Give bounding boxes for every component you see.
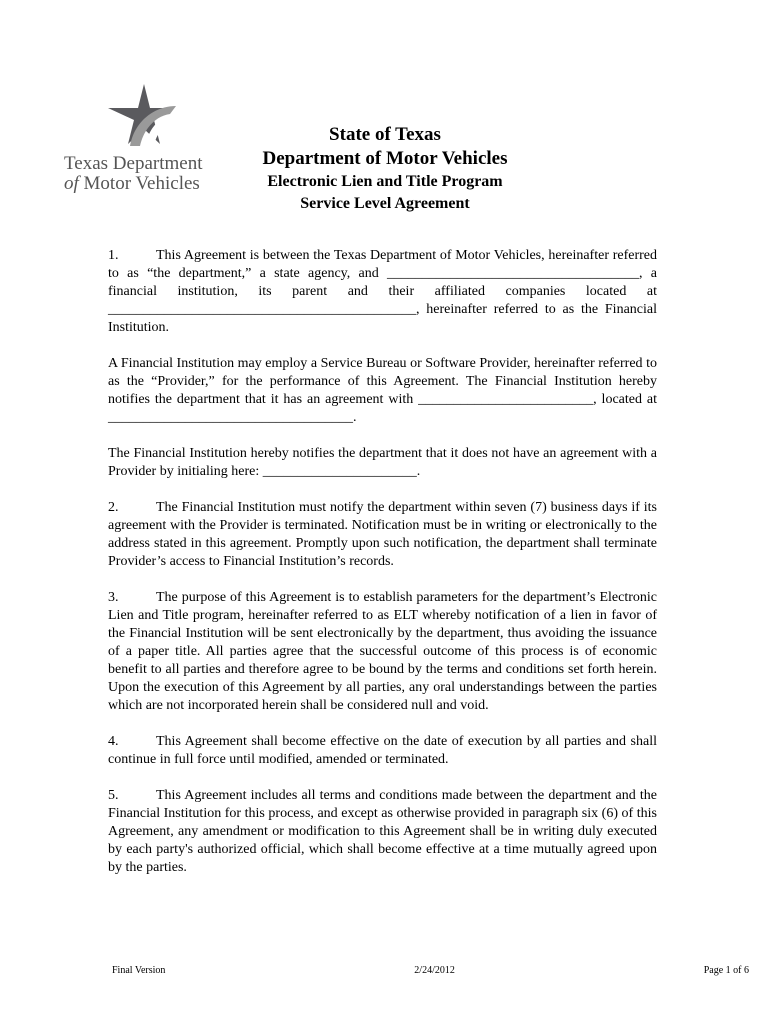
paragraph-2: [108, 499, 657, 571]
footer-page-number: Page 1 of 6: [703, 965, 749, 976]
title-line3: Electronic Lien and Title Program: [267, 173, 503, 190]
paragraph-number: 2.: [108, 500, 119, 515]
star-icon: [64, 84, 224, 154]
logo-wordmark: [64, 154, 224, 194]
paragraph-text: The Financial Institution must notify the department within seven (7) business days if its agreement with the Provider is terminated. Notification must be in writing or electronically to the address stated in this agreement. Promptly upon such notification, the department shall terminate Provider’s access to Financial Institution’s records.: [108, 500, 657, 569]
paragraph-number: 5.: [108, 788, 119, 803]
paragraph-text: The Financial Institution hereby notifies the department that it does not have an agreement with a Provider by initialing here: ______________________.: [108, 446, 657, 479]
txdmv-logo: [64, 84, 224, 199]
paragraph-text: This Agreement shall become effective on the date of execution by all parties and shall continue in full force until modified, amended or terminated.: [108, 734, 657, 767]
agreement-body: [108, 247, 657, 877]
title-line2: Department of Motor Vehicles: [262, 148, 508, 169]
paragraph-number: 1.: [108, 248, 119, 263]
paragraph-text: A Financial Institution may employ a Service Bureau or Software Provider, hereinafter referred to as the “Provider,” for the performance of this Agreement. The Financial Institution hereby notifies the department that it has an agreement with _________________________, located at ___________________________________.: [108, 356, 657, 425]
paragraph-number: 4.: [108, 734, 119, 749]
paragraph-text: The purpose of this Agreement is to establish parameters for the department’s Electronic Lien and Title program, hereinafter referred to as ELT whereby notification of a lien in favor of the Financial Institution will be sent electronically by the department, thus avoiding the issuance of a paper title. All parties agree that the successful outcome of this process is of economic benefit to all parties and therefore agree to be bound by the terms and conditions set forth herein. Upon the execution of this Agreement by all parties, any oral understandings between the parties which are not incorporated herein shall be considered null and void.: [108, 590, 657, 713]
paragraph-text: This Agreement includes all terms and conditions made between the department and the Financial Institution for this process, and except as otherwise provided in paragraph six (6) of this Agreement, any amendment or modification to this Agreement shall be in writing duly executed by each party's authorized official, which shall become effective at a time mutually agreed upon by the parties.: [108, 788, 657, 875]
paragraph-4: [108, 733, 657, 769]
logo-line1: Texas Department: [64, 153, 203, 174]
paragraph-5: [108, 787, 657, 877]
title-line1: State of Texas: [329, 124, 441, 145]
logo-line2-rest: Motor Vehicles: [78, 173, 200, 194]
document-title: [250, 123, 520, 215]
paragraph-text: This Agreement is between the Texas Department of Motor Vehicles, hereinafter referred to as “the department,” a state agency, and ____________________________________, a financial institution, its parent and their affiliated companies located at ____________________________________________, hereinafter referred to as the Financial Institution.: [108, 248, 657, 335]
paragraph-1: [108, 247, 657, 337]
paragraph-number: 3.: [108, 590, 119, 605]
footer-date: 2/24/2012: [414, 965, 455, 976]
page-footer: [112, 965, 749, 976]
title-line4: Service Level Agreement: [300, 195, 470, 212]
paragraph-3: [108, 589, 657, 715]
paragraph-provider: [108, 355, 657, 427]
logo-line2: [64, 174, 224, 194]
logo-of: of: [64, 173, 79, 194]
footer-version: Final Version: [112, 965, 166, 976]
paragraph-no-provider: [108, 445, 657, 481]
